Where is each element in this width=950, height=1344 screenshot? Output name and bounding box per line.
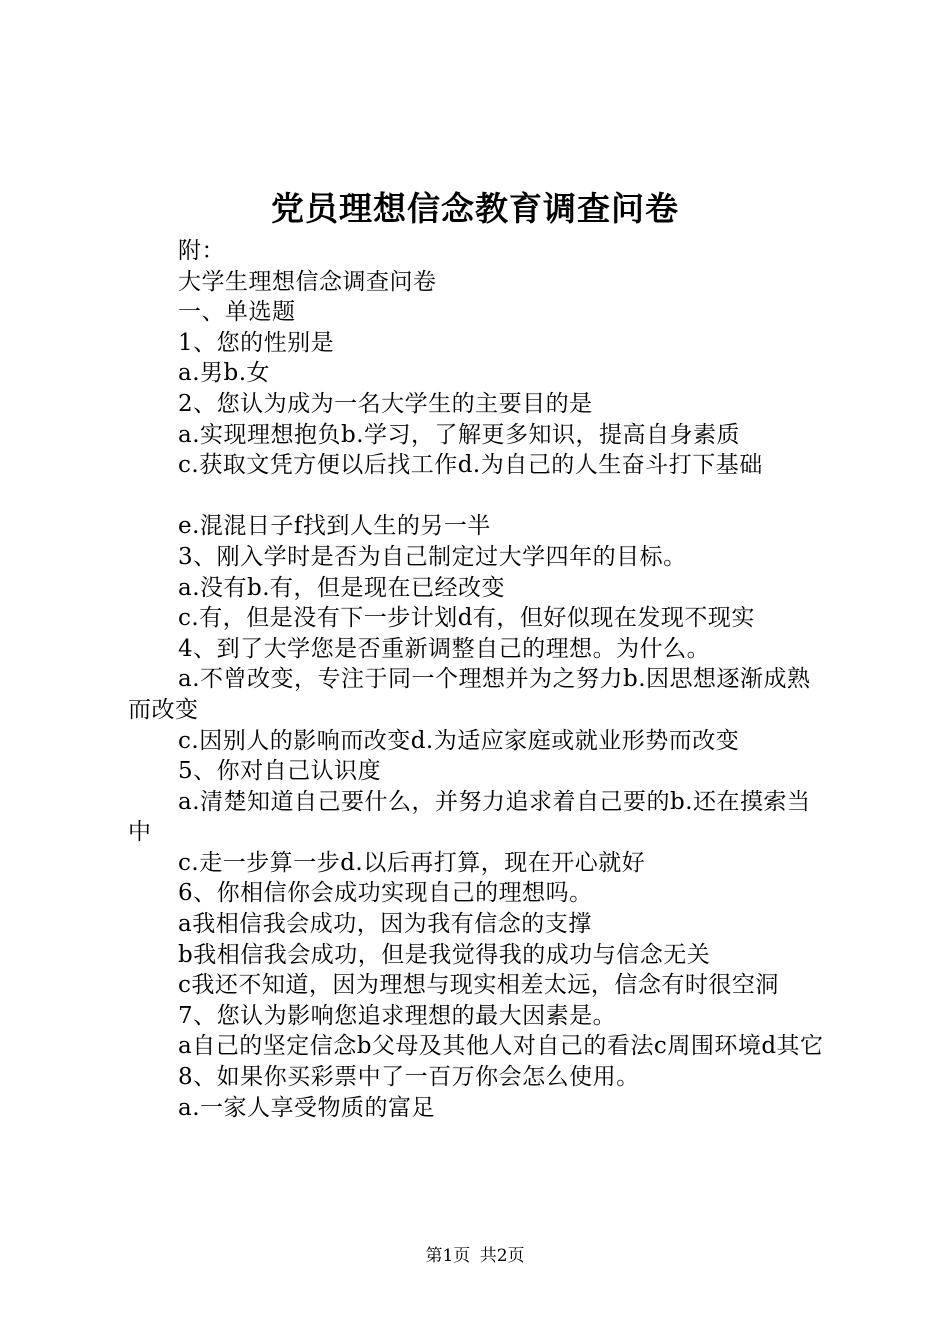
page-total: 共2页 bbox=[479, 1246, 525, 1266]
question-8: 8、如果你买彩票中了一百万你会怎么使用。 bbox=[178, 1064, 640, 1091]
question-4-options-cd: c.因别人的影响而改变d.为适应家庭或就业形势而改变 bbox=[178, 727, 740, 754]
question-6-option-a: a我相信我会成功，因为我有信念的支撑 bbox=[178, 911, 592, 938]
question-8-option-a: a.一家人享受物质的富足 bbox=[178, 1094, 436, 1121]
question-3: 3、刚入学时是否为自己制定过大学四年的目标。 bbox=[178, 543, 687, 570]
question-1-options: a.男b.女 bbox=[178, 360, 271, 387]
question-5-options-cd: c.走一步算一步d.以后再打算，现在开心就好 bbox=[178, 849, 646, 876]
question-7-options: a自己的坚定信念b父母及其他人对自己的看法c周围环境d其它 bbox=[178, 1033, 824, 1060]
blank-line bbox=[128, 481, 834, 512]
question-6-option-c: c我还不知道，因为理想与现实相差太远，信念有时很空洞 bbox=[178, 972, 779, 999]
section-heading: 一、单选题 bbox=[178, 299, 296, 326]
question-5: 5、你对自己认识度 bbox=[178, 758, 382, 785]
question-2: 2、您认为成为一名大学生的主要目的是 bbox=[178, 390, 593, 417]
question-7: 7、您认为影响您追求理想的最大因素是。 bbox=[178, 1002, 617, 1029]
document-title: 党员理想信念教育调查问卷 bbox=[271, 189, 679, 228]
question-4-options-ab: a.不曾改变，专注于同一个理想并为之努力b.因思想逐渐成熟而改变 bbox=[128, 666, 811, 723]
question-3-options-cd: c.有，但是没有下一步计划d有，但好似现在发现不现实 bbox=[178, 605, 755, 632]
question-4: 4、到了大学您是否重新调整自己的理想。为什么。 bbox=[178, 635, 711, 662]
question-5-options-ab: a.清楚知道自己要什么，并努力追求着自己要的b.还在摸索当中 bbox=[128, 788, 811, 846]
body-line: 大学生理想信念调查问卷 bbox=[178, 268, 437, 295]
question-1: 1、您的性别是 bbox=[178, 329, 335, 356]
question-2-options-ab: a.实现理想抱负b.学习，了解更多知识，提高自身素质 bbox=[178, 421, 741, 448]
question-6: 6、你相信你会成功实现自己的理想吗。 bbox=[178, 880, 593, 907]
question-2-options-cd: c.获取文凭方便以后找工作d.为自己的人生奋斗打下基础 bbox=[178, 452, 763, 479]
page-number: 第1页 bbox=[425, 1246, 471, 1266]
question-3-options-ab: a.没有b.有，但是现在已经改变 bbox=[178, 574, 506, 601]
question-6-option-b: b我相信我会成功，但是我觉得我的成功与信念无关 bbox=[178, 941, 711, 968]
question-2-options-ef: e.混混日子f找到人生的另一半 bbox=[178, 513, 491, 540]
document-body bbox=[128, 236, 834, 1123]
page-footer bbox=[0, 1244, 950, 1268]
body-line: 附： bbox=[178, 238, 225, 264]
